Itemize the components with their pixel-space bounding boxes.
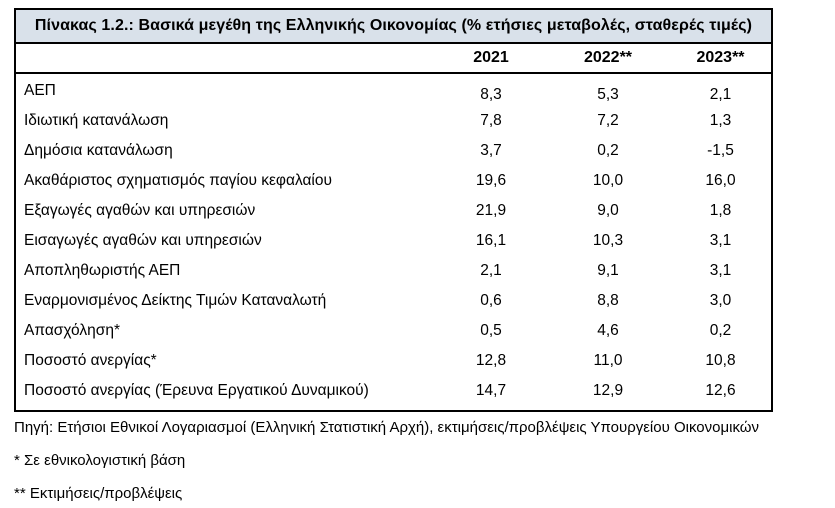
table-row [16, 346, 771, 376]
row-value-2022: 10,3 [592, 232, 624, 249]
row-value-2021: 2,1 [480, 262, 502, 279]
table-row [16, 136, 771, 166]
row-label: Αποπληθωριστής ΑΕΠ [24, 262, 181, 279]
row-label: Ποσοστό ανεργίας (Έρευνα Εργατικού Δυναμικού) [24, 382, 369, 399]
row-label: Εξαγωγές αγαθών και υπηρεσιών [24, 202, 256, 219]
table-body [16, 74, 771, 410]
row-value-2021: 7,8 [480, 112, 502, 129]
row-label: ΑΕΠ [24, 82, 56, 99]
footnote-single-asterisk: * Σε εθνικολογιστική βάση [14, 452, 186, 469]
column-header-2022: 2022** [583, 49, 633, 66]
column-header-2021: 2021 [473, 49, 509, 66]
row-value-2021: 0,6 [480, 292, 502, 309]
table-row [16, 76, 771, 106]
table-notes [14, 419, 759, 503]
row-value-2023: 3,0 [709, 292, 732, 309]
table-row [16, 286, 771, 316]
row-value-2022: 0,2 [597, 142, 619, 159]
row-value-2022: 9,1 [597, 262, 619, 279]
row-value-2022: 10,0 [592, 172, 624, 189]
economy-table [14, 8, 773, 412]
row-value-2023: 2,1 [709, 86, 732, 103]
row-value-2023: 12,6 [705, 382, 736, 399]
row-value-2021: 8,3 [480, 86, 502, 103]
table-row [16, 196, 771, 226]
row-label: Εισαγωγές αγαθών και υπηρεσιών [24, 232, 262, 249]
row-value-2022: 5,3 [597, 86, 619, 103]
row-value-2021: 21,9 [475, 202, 507, 219]
row-value-2021: 14,7 [475, 382, 507, 399]
row-value-2021: 12,8 [475, 352, 507, 369]
row-label: Δημόσια κατανάλωση [24, 142, 173, 159]
row-value-2023: 1,8 [709, 202, 732, 219]
row-value-2022: 9,0 [597, 202, 619, 219]
row-label: Εναρμονισμένος Δείκτης Τιμών Καταναλωτή [24, 292, 327, 309]
table-row [16, 166, 771, 196]
row-label: Ποσοστό ανεργίας* [24, 352, 157, 369]
row-label: Απασχόληση* [24, 322, 120, 339]
row-value-2023: 0,2 [709, 322, 732, 339]
source-note: Πηγή: Ετήσιοι Εθνικοί Λογαριασμοί (Ελληνική Στατιστική Αρχή), εκτιμήσεις/προβλέψεις Υπουργείου Οικονομικών [14, 419, 759, 436]
row-value-2021: 19,6 [475, 172, 507, 189]
row-value-2022: 8,8 [597, 292, 619, 309]
table-row [16, 316, 771, 346]
table-header-row [16, 44, 771, 74]
row-value-2023: 3,1 [709, 232, 732, 249]
row-value-2022: 12,9 [592, 382, 624, 399]
column-header-2023: 2023** [696, 49, 745, 66]
footnote-double-asterisk: ** Εκτιμήσεις/προβλέψεις [14, 485, 183, 502]
table-row [16, 256, 771, 286]
row-value-2022: 11,0 [593, 352, 623, 369]
table-row [16, 226, 771, 256]
row-value-2022: 4,6 [597, 322, 619, 339]
table-title: Πίνακας 1.2.: Βασικά μεγέθη της Ελληνικής Οικονομίας (% ετήσιες μεταβολές, σταθερές τιμές) [34, 17, 753, 34]
row-value-2022: 7,2 [597, 112, 619, 129]
row-label: Ιδιωτική κατανάλωση [24, 112, 169, 129]
row-value-2021: 3,7 [480, 142, 502, 159]
row-value-2023: 1,3 [709, 112, 732, 129]
table-title-bar [16, 10, 771, 44]
row-label: Ακαθάριστος σχηματισμός παγίου κεφαλαίου [24, 172, 332, 189]
row-value-2023: 16,0 [705, 172, 736, 189]
row-value-2023: 3,1 [709, 262, 732, 279]
row-value-2021: 0,5 [480, 322, 502, 339]
row-value-2021: 16,1 [475, 232, 507, 249]
row-value-2023: 10,8 [705, 352, 736, 369]
table-row [16, 106, 771, 136]
row-value-2023: -1,5 [707, 142, 734, 159]
table-row [16, 376, 771, 406]
